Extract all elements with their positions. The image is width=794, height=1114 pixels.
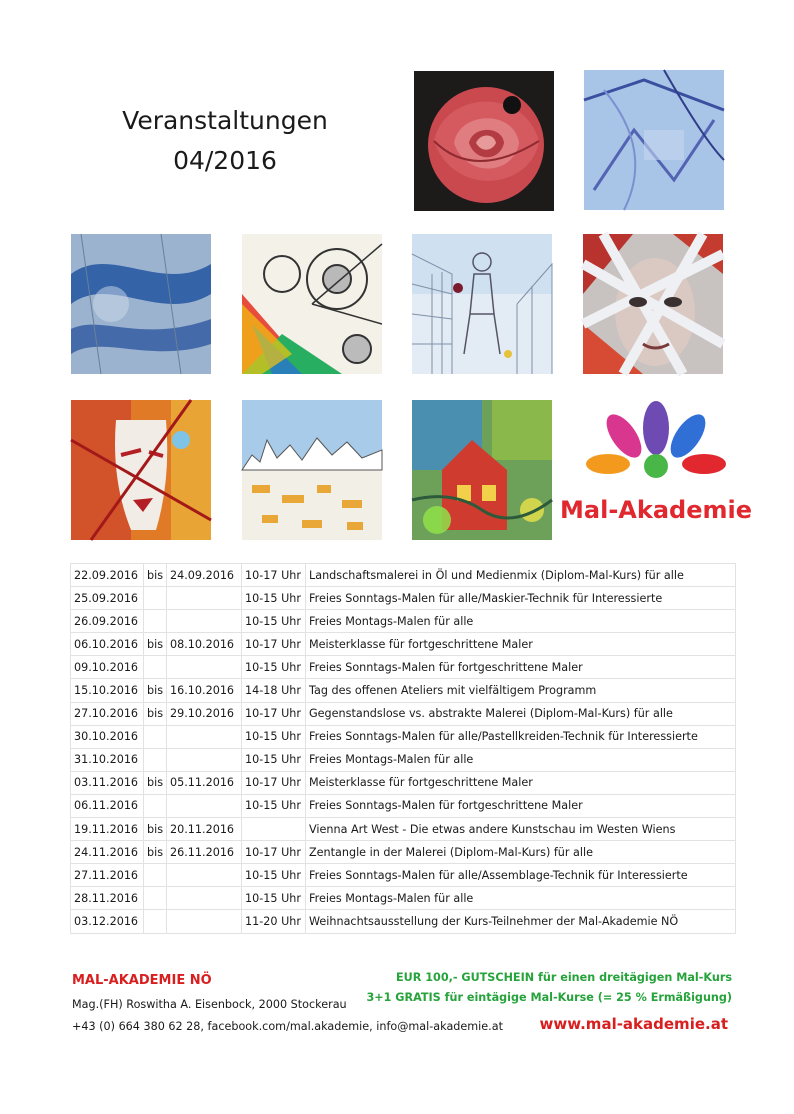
event-time-cell: 10-15 Uhr	[242, 610, 306, 633]
event-time-cell: 10-17 Uhr	[242, 771, 306, 794]
event-to-cell	[167, 725, 242, 748]
table-row	[71, 794, 736, 817]
table-row	[71, 633, 736, 656]
event-desc-cell: Zentangle in der Malerei (Diplom-Mal-Kurs) für alle	[306, 841, 736, 864]
event-from-cell: 27.10.2016	[71, 702, 144, 725]
event-from-cell: 28.11.2016	[71, 887, 144, 910]
footer-website-link[interactable]: www.mal-akademie.at	[539, 1015, 728, 1033]
event-bis-cell: bis	[144, 818, 167, 841]
event-to-cell: 29.10.2016	[167, 702, 242, 725]
table-row	[71, 910, 736, 933]
artwork-grid-figure	[412, 234, 552, 374]
page-title: Veranstaltungen	[122, 106, 328, 135]
event-to-cell	[167, 864, 242, 887]
event-desc-cell: Meisterklasse für fortgeschrittene Maler	[306, 633, 736, 656]
table-row	[71, 679, 736, 702]
event-desc-cell: Freies Sonntags-Malen für fortgeschrittene Maler	[306, 656, 736, 679]
event-to-cell	[167, 887, 242, 910]
event-from-cell: 03.11.2016	[71, 771, 144, 794]
event-time-cell: 10-15 Uhr	[242, 864, 306, 887]
footer-address: Mag.(FH) Roswitha A. Eisenbock, 2000 Stockerau	[72, 998, 347, 1011]
event-desc-cell: Freies Montags-Malen für alle	[306, 610, 736, 633]
event-time-cell: 14-18 Uhr	[242, 679, 306, 702]
page-subtitle-date: 04/2016	[173, 146, 277, 175]
table-row	[71, 564, 736, 587]
event-from-cell: 19.11.2016	[71, 818, 144, 841]
event-bis-cell: bis	[144, 564, 167, 587]
events-table	[70, 563, 736, 934]
event-bis-cell	[144, 656, 167, 679]
event-bis-cell: bis	[144, 771, 167, 794]
artwork-face	[583, 234, 723, 374]
event-desc-cell: Freies Sonntags-Malen für alle/Maskier-Technik für Interessierte	[306, 587, 736, 610]
event-time-cell: 10-15 Uhr	[242, 748, 306, 771]
table-row	[71, 887, 736, 910]
event-to-cell: 24.09.2016	[167, 564, 242, 587]
artwork-gears	[242, 234, 382, 374]
event-to-cell	[167, 656, 242, 679]
event-time-cell: 10-15 Uhr	[242, 725, 306, 748]
table-row	[71, 610, 736, 633]
event-to-cell: 05.11.2016	[167, 771, 242, 794]
mal-akademie-logo	[560, 400, 752, 534]
table-row	[71, 771, 736, 794]
event-from-cell: 24.11.2016	[71, 841, 144, 864]
event-bis-cell	[144, 910, 167, 933]
event-desc-cell: Freies Montags-Malen für alle	[306, 748, 736, 771]
event-from-cell: 31.10.2016	[71, 748, 144, 771]
event-desc-cell: Freies Montags-Malen für alle	[306, 887, 736, 910]
table-row	[71, 702, 736, 725]
event-to-cell	[167, 794, 242, 817]
event-bis-cell	[144, 610, 167, 633]
event-from-cell: 03.12.2016	[71, 910, 144, 933]
event-from-cell: 26.09.2016	[71, 610, 144, 633]
table-row	[71, 748, 736, 771]
event-to-cell	[167, 910, 242, 933]
event-bis-cell	[144, 748, 167, 771]
event-bis-cell: bis	[144, 679, 167, 702]
event-bis-cell	[144, 864, 167, 887]
event-to-cell: 20.11.2016	[167, 818, 242, 841]
event-to-cell: 08.10.2016	[167, 633, 242, 656]
event-time-cell: 10-17 Uhr	[242, 564, 306, 587]
event-from-cell: 27.11.2016	[71, 864, 144, 887]
event-desc-cell: Tag des offenen Ateliers mit vielfältigem Programm	[306, 679, 736, 702]
event-bis-cell: bis	[144, 841, 167, 864]
table-row	[71, 841, 736, 864]
event-bis-cell	[144, 725, 167, 748]
artwork-blue-abstract	[71, 234, 211, 374]
event-desc-cell: Freies Sonntags-Malen für alle/Assemblage-Technik für Interessierte	[306, 864, 736, 887]
event-desc-cell: Landschaftsmalerei in Öl und Medienmix (Diplom-Mal-Kurs) für alle	[306, 564, 736, 587]
event-desc-cell: Vienna Art West - Die etwas andere Kunstschau im Westen Wiens	[306, 818, 736, 841]
table-row	[71, 864, 736, 887]
table-row	[71, 725, 736, 748]
event-bis-cell: bis	[144, 633, 167, 656]
event-time-cell	[242, 818, 306, 841]
event-time-cell: 10-15 Uhr	[242, 887, 306, 910]
event-to-cell: 26.11.2016	[167, 841, 242, 864]
event-bis-cell	[144, 794, 167, 817]
event-from-cell: 06.10.2016	[71, 633, 144, 656]
footer-brand: MAL-AKADEMIE NÖ	[72, 973, 212, 988]
event-from-cell: 25.09.2016	[71, 587, 144, 610]
artwork-rose	[414, 71, 554, 211]
event-bis-cell: bis	[144, 702, 167, 725]
event-from-cell: 30.10.2016	[71, 725, 144, 748]
event-from-cell: 15.10.2016	[71, 679, 144, 702]
footer-offer-voucher: EUR 100,- GUTSCHEIN für einen dreitägigen Mal-Kurs	[396, 971, 732, 984]
event-desc-cell: Weihnachtsausstellung der Kurs-Teilnehmer der Mal-Akademie NÖ	[306, 910, 736, 933]
logo-text: Mal-Akademie	[560, 496, 752, 524]
event-to-cell: 16.10.2016	[167, 679, 242, 702]
event-time-cell: 10-17 Uhr	[242, 702, 306, 725]
event-desc-cell: Freies Sonntags-Malen für alle/Pastellkreiden-Technik für Interessierte	[306, 725, 736, 748]
artwork-blue-lines	[584, 70, 724, 210]
event-to-cell	[167, 587, 242, 610]
table-row	[71, 656, 736, 679]
event-to-cell	[167, 748, 242, 771]
event-from-cell: 22.09.2016	[71, 564, 144, 587]
event-time-cell: 10-17 Uhr	[242, 841, 306, 864]
artwork-mask	[71, 400, 211, 540]
artwork-house	[412, 400, 552, 540]
event-from-cell: 09.10.2016	[71, 656, 144, 679]
event-bis-cell	[144, 587, 167, 610]
artwork-city	[242, 400, 382, 540]
table-row	[71, 818, 736, 841]
footer-offer-gratis: 3+1 GRATIS für eintägige Mal-Kurse (= 25 % Ermäßigung)	[366, 991, 732, 1004]
event-bis-cell	[144, 887, 167, 910]
table-row	[71, 587, 736, 610]
event-time-cell: 10-15 Uhr	[242, 794, 306, 817]
event-desc-cell: Gegenstandslose vs. abstrakte Malerei (Diplom-Mal-Kurs) für alle	[306, 702, 736, 725]
event-desc-cell: Meisterklasse für fortgeschrittene Maler	[306, 771, 736, 794]
event-to-cell	[167, 610, 242, 633]
footer-contact: +43 (0) 664 380 62 28, facebook.com/mal.akademie, info@mal-akademie.at	[72, 1020, 503, 1033]
event-time-cell: 11-20 Uhr	[242, 910, 306, 933]
event-time-cell: 10-15 Uhr	[242, 587, 306, 610]
event-desc-cell: Freies Sonntags-Malen für fortgeschrittene Maler	[306, 794, 736, 817]
event-from-cell: 06.11.2016	[71, 794, 144, 817]
event-time-cell: 10-17 Uhr	[242, 633, 306, 656]
event-time-cell: 10-15 Uhr	[242, 656, 306, 679]
